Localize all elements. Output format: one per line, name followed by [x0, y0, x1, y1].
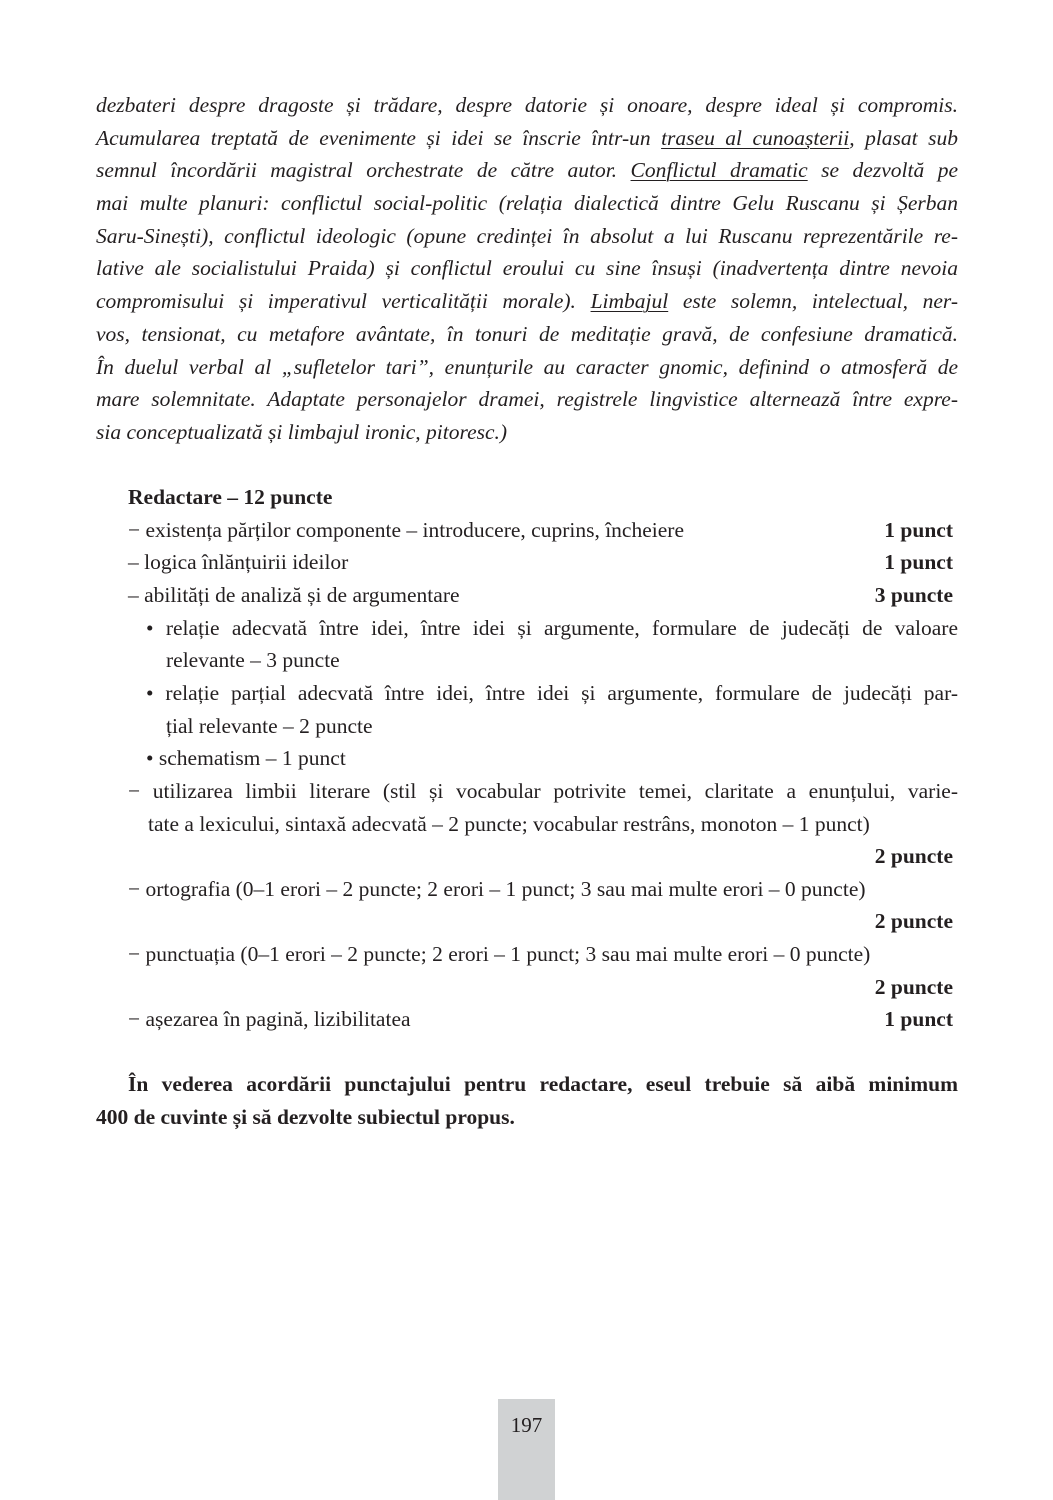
criterion-text: − așezarea în pagină, lizibilitatea	[128, 1007, 411, 1031]
criterion-row	[128, 840, 953, 872]
criterion-row	[128, 579, 953, 611]
bullet-item: • relație adecvată între idei, între idei și argumente, formulare de judecăți de valoare	[146, 616, 958, 640]
final-note	[96, 1068, 958, 1133]
bullet-item-continuation: relevante – 3 puncte	[166, 648, 340, 672]
criterion-points: 1 punct	[884, 550, 953, 574]
criterion-points: 3 puncte	[874, 583, 953, 607]
essay-line: compromisului și imperativul verticalității morale). Limbajul este solemn, intelectual, ner-	[96, 289, 958, 314]
essay-line: mai multe planuri: conflictul social-politic (relația dialectică dintre Gelu Ruscanu și Șerban	[96, 191, 958, 216]
essay-line: vos, tensionat, cu metafore avântate, în tonuri de meditație gravă, de confesiune dramatică.	[96, 321, 958, 346]
criterion-points: 1 punct	[884, 518, 953, 542]
bullet-item: • relație parțial adecvată între idei, între idei și argumente, formulare de judecăți par-	[146, 681, 958, 705]
bullet-item: • schematism – 1 punct	[146, 746, 346, 770]
criterion-row	[128, 1003, 953, 1035]
essay-line: sia conceptualizată și limbajul ironic, pitoresc.)	[96, 419, 508, 444]
essay-line: Saru-Sinești), conflictul ideologic (opune credinței în absolut a lui Ruscanu reprezentările re-	[96, 223, 958, 248]
criterion-points: 2 puncte	[874, 844, 953, 868]
criterion-text: − ortografia (0–1 erori – 2 puncte; 2 erori – 1 punct; 3 sau mai multe erori – 0 puncte)	[128, 877, 866, 901]
criterion-row	[128, 905, 953, 937]
bullet-item-continuation: țial relevante – 2 puncte	[166, 714, 373, 738]
redactare-heading: Redactare – 12 puncte	[128, 485, 333, 509]
final-note-line: În vederea acordării punctajului pentru redactare, eseul trebuie să aibă minimum	[128, 1072, 958, 1096]
criterion-points: 2 puncte	[874, 909, 953, 933]
criterion-points: 1 punct	[884, 1007, 953, 1031]
underlined-term: traseu al cunoașterii	[661, 125, 850, 150]
essay-line: În duelul verbal al „sufletelor tari”, enunțurile au caracter gnomic, definind o atmosferă de	[96, 354, 958, 379]
criterion-row	[128, 546, 953, 578]
essay-line: lative ale socialistului Praida) și conflictul eroului cu sine însuși (inadvertența dintre nevoia	[96, 256, 958, 281]
criterion-points: 2 puncte	[874, 975, 953, 999]
essay-evaluation-text	[96, 89, 958, 449]
underlined-term: Conflictul dramatic	[630, 158, 808, 183]
criterion-text: – logica înlănțuirii ideilor	[128, 550, 349, 574]
essay-line: dezbateri despre dragoste și trădare, despre datorie și onoare, despre ideal și compromis.	[96, 93, 958, 117]
essay-line: semnul încordării magistral orchestrate de către autor. Conflictul dramatic se dezvoltă pe	[96, 158, 958, 183]
criterion-text: − existența părților componente – introducere, cuprins, încheiere	[128, 518, 684, 542]
criterion-row	[128, 971, 953, 1003]
criterion-text: – abilități de analiză și de argumentare	[128, 583, 460, 607]
criterion-row	[128, 514, 953, 546]
essay-line: mare solemnitate. Adaptate personajelor dramei, registrele lingvistice alternează între expre-	[96, 387, 958, 412]
page-number: 197	[498, 1399, 555, 1500]
underlined-term: Limbajul	[590, 289, 669, 314]
criterion-text: − punctuația (0–1 erori – 2 puncte; 2 erori – 1 punct; 3 sau mai multe erori – 0 puncte)	[128, 942, 871, 966]
criterion-text-continuation: tate a lexicului, sintaxă adecvată – 2 puncte; vocabular restrâns, monoton – 1 punct)	[148, 812, 870, 836]
criterion-text: − utilizarea limbii literare (stil și vocabular potrivite temei, claritate a enunțului, varie-	[128, 779, 958, 803]
final-note-line: 400 de cuvinte și să dezvolte subiectul propus.	[96, 1104, 515, 1129]
essay-line: Acumularea treptată de evenimente și idei se înscrie într-un traseu al cunoașterii, plasat sub	[96, 125, 958, 150]
